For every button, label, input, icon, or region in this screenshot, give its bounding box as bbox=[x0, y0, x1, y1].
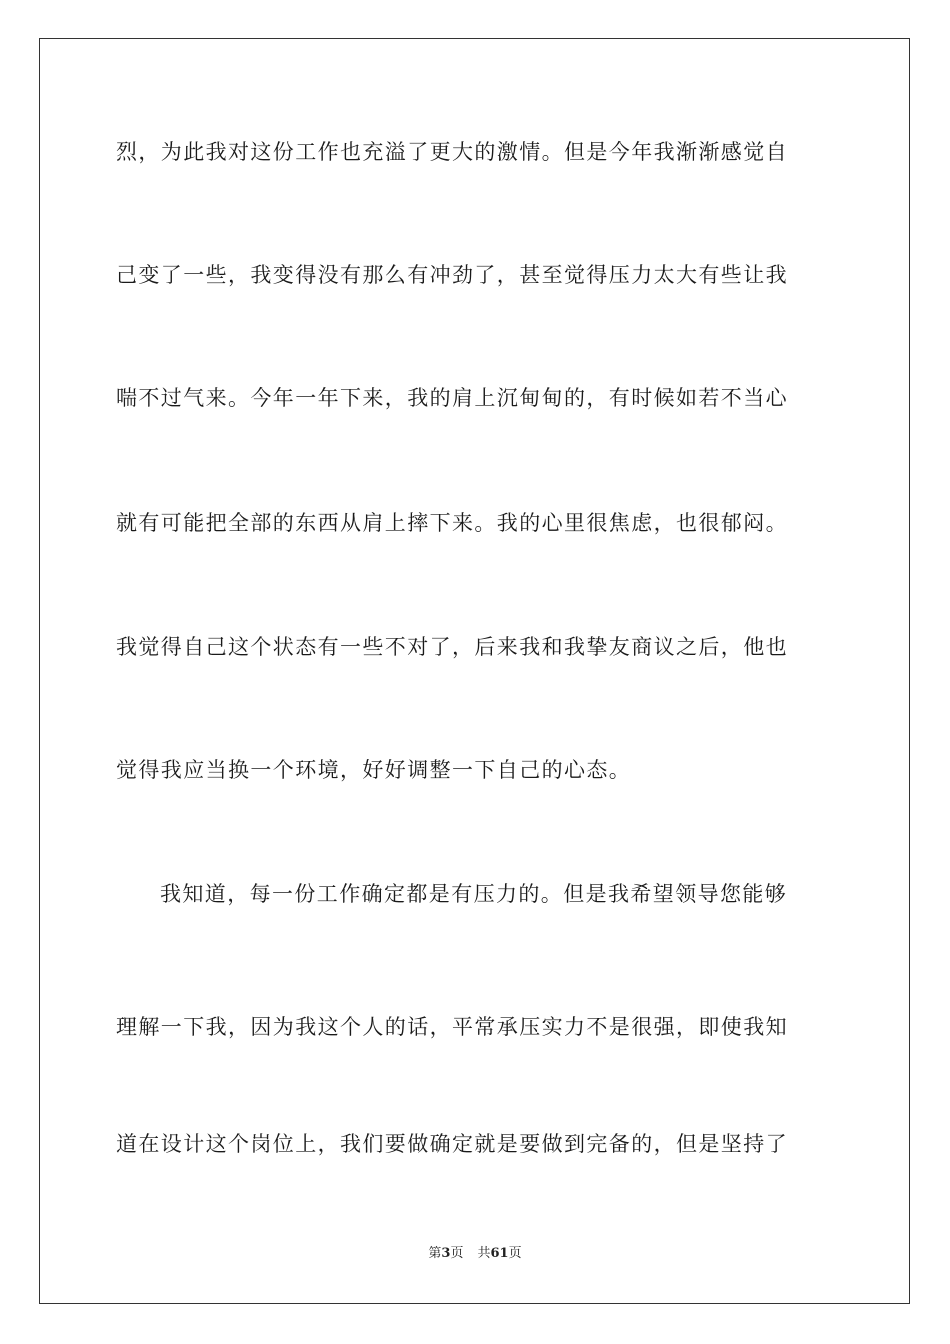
body-line-1: 烈，为此我对这份工作也充溢了更大的激情。但是今年我渐渐感觉自 bbox=[116, 140, 788, 164]
body-line-6: 觉得我应当换一个环境，好好调整一下自己的心态。 bbox=[116, 758, 632, 782]
page-frame bbox=[39, 38, 910, 1304]
body-line-7: 我知道，每一份工作确定都是有压力的。但是我希望领导您能够 bbox=[160, 882, 788, 906]
total-pages: 61 bbox=[490, 1246, 509, 1261]
page-prefix: 第 bbox=[428, 1246, 442, 1261]
body-line-2: 己变了一些，我变得没有那么有冲劲了，甚至觉得压力太大有些让我 bbox=[116, 263, 788, 287]
body-line-3: 喘不过气来。今年一年下来，我的肩上沉甸甸的，有时候如若不当心 bbox=[116, 386, 788, 410]
page-footer bbox=[0, 1245, 950, 1263]
total-suffix: 页 bbox=[508, 1246, 522, 1261]
page-suffix: 页 bbox=[450, 1246, 464, 1261]
page-number: 3 bbox=[441, 1246, 451, 1261]
body-line-8: 理解一下我，因为我这个人的话，平常承压实力不是很强，即使我知 bbox=[116, 1015, 788, 1039]
body-line-4: 就有可能把全部的东西从肩上摔下来。我的心里很焦虑，也很郁闷。 bbox=[116, 511, 788, 535]
body-line-5: 我觉得自己这个状态有一些不对了，后来我和我挚友商议之后，他也 bbox=[116, 635, 788, 659]
body-line-9: 道在设计这个岗位上，我们要做确定就是要做到完备的，但是坚持了 bbox=[116, 1132, 788, 1156]
total-prefix: 共 bbox=[477, 1246, 491, 1261]
